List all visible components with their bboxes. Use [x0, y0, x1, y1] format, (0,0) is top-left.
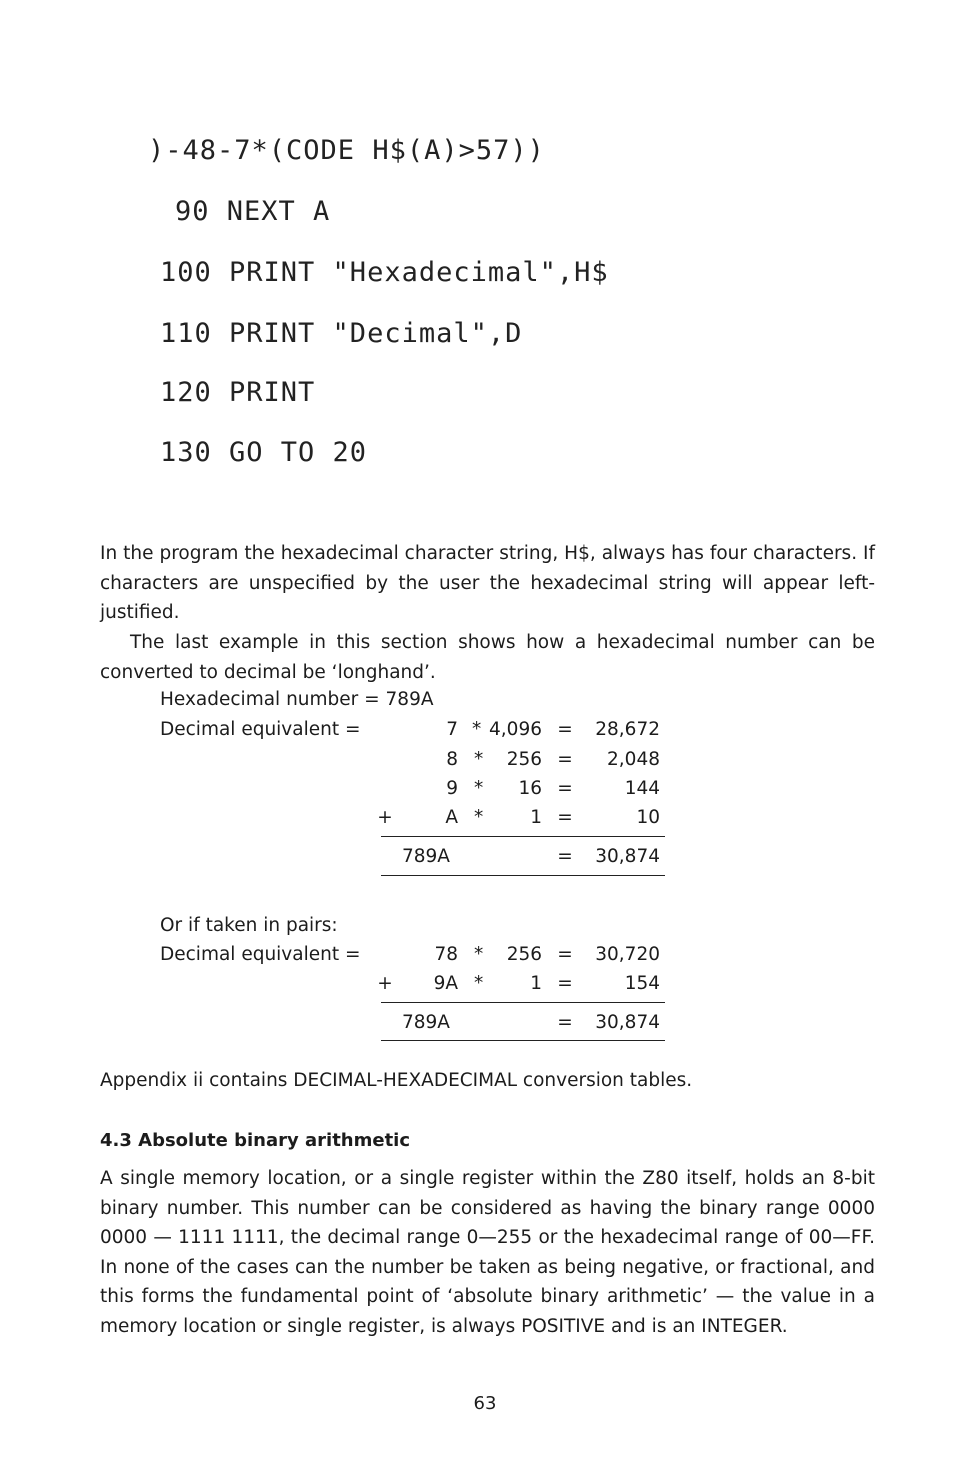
product-value: 28,672 [595, 719, 660, 740]
plus-sign: + [377, 973, 393, 994]
body-paragraph: The last example in this section shows how a hexadecimal number can be converted to decimal be ‘longhand’. [100, 632, 875, 683]
hex-digit: A [445, 807, 458, 828]
product-value: 154 [624, 973, 660, 994]
equals-sign: = [557, 846, 573, 867]
decimal-equivalent-label: Decimal equivalent = [160, 719, 361, 740]
product-value: 30,720 [595, 944, 660, 965]
total-rule [381, 1040, 665, 1041]
product-value: 2,048 [607, 749, 660, 770]
multiply-sign: * [474, 973, 484, 994]
pairs-intro: Or if taken in pairs: [160, 915, 338, 936]
total-rule [381, 875, 665, 876]
page-number: 63 [473, 1393, 497, 1414]
product-value: 10 [636, 807, 660, 828]
code-line: 120 PRINT [160, 377, 316, 408]
code-line: 100 PRINT "Hexadecimal",H$ [160, 257, 609, 288]
multiply-sign: * [472, 719, 482, 740]
place-value: 256 [506, 944, 542, 965]
place-value: 16 [518, 778, 542, 799]
hex-digit: 7 [446, 719, 458, 740]
hex-number-label: Hexadecimal number = 789A [160, 689, 434, 710]
hex-digit: 9 [446, 778, 458, 799]
section-paragraph: A single memory location, or a single register within the Z80 itself, holds an 8-bit binary number. This number can be considered as having the binary range 0000 0000 — 1111 1111, the decimal range 0—255 or the hexadecimal range of 00—FF. In none of the cases can the number be taken as being negative, or fractional, and this forms the fundamental point of ‘absolute binary arithmetic’ — the value in a memory location or single register, is always POSITIVE and is an INTEGER. [100, 1168, 875, 1337]
equals-sign: = [557, 1012, 573, 1033]
product-value: 144 [624, 778, 660, 799]
hex-pair: 9A [433, 973, 458, 994]
total-hex: 789A [402, 1012, 450, 1033]
equals-sign: = [557, 973, 573, 994]
place-value: 1 [530, 807, 542, 828]
place-value: 256 [506, 749, 542, 770]
sum-rule [381, 836, 665, 837]
equals-sign: = [557, 944, 573, 965]
code-line: 130 GO TO 20 [160, 437, 368, 468]
code-line: 110 PRINT "Decimal",D [160, 318, 523, 349]
hex-pair: 78 [434, 944, 458, 965]
decimal-equivalent-label: Decimal equivalent = [160, 944, 361, 965]
equals-sign: = [557, 807, 573, 828]
total-hex: 789A [402, 846, 450, 867]
plus-sign: + [377, 807, 393, 828]
total-value: 30,874 [595, 1012, 660, 1033]
place-value: 4,096 [489, 719, 542, 740]
equals-sign: = [557, 749, 573, 770]
appendix-note: Appendix ii contains DECIMAL-HEXADECIMAL conversion tables. [100, 1070, 693, 1091]
multiply-sign: * [474, 944, 484, 965]
code-line: )-48-7*(CODE H$(A)>57)) [148, 135, 545, 166]
multiply-sign: * [474, 778, 484, 799]
multiply-sign: * [474, 807, 484, 828]
code-line: 90 NEXT A [175, 196, 331, 227]
equals-sign: = [557, 778, 573, 799]
equals-sign: = [557, 719, 573, 740]
place-value: 1 [530, 973, 542, 994]
multiply-sign: * [474, 749, 484, 770]
body-paragraph: In the program the hexadecimal character string, H$, always has four characters. If characters are unspecified by the user the hexadecimal string will appear left-justified. [100, 543, 875, 623]
total-value: 30,874 [595, 846, 660, 867]
hex-digit: 8 [446, 749, 458, 770]
section-heading: 4.3 Absolute binary arithmetic [100, 1130, 411, 1151]
sum-rule [381, 1002, 665, 1003]
